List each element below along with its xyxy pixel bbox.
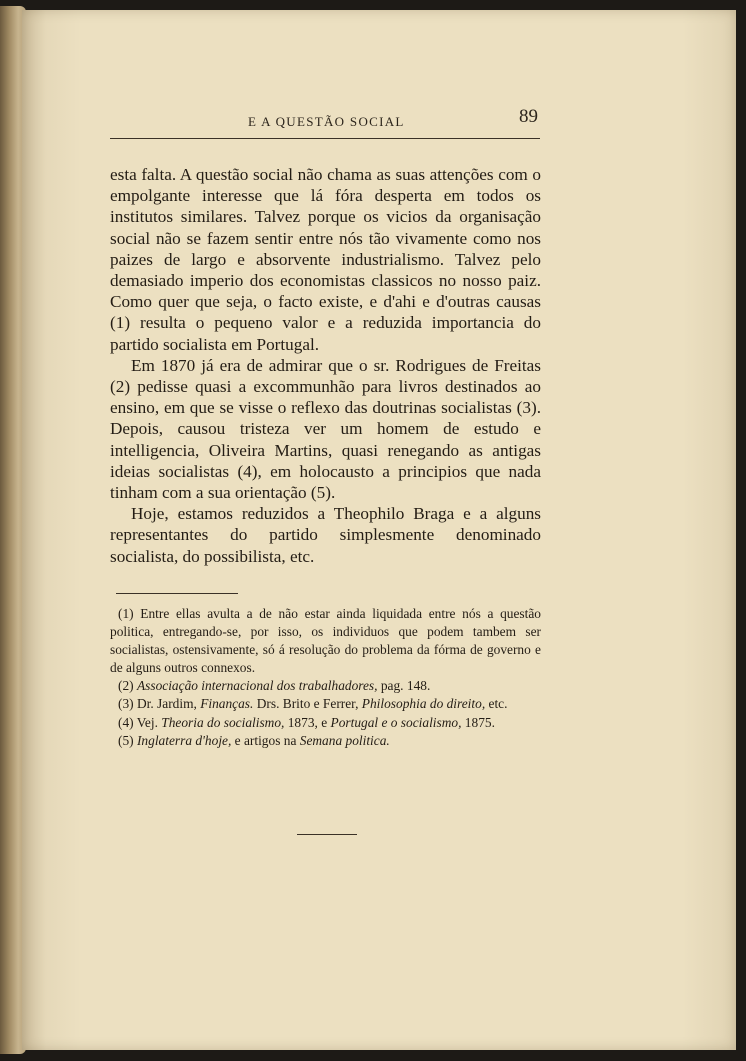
footnote-3-d: Philosophia do direito, xyxy=(361,696,486,712)
footnote-2 xyxy=(110,677,541,695)
footnote-4-a: (4) Vej. xyxy=(118,714,162,730)
footnotes xyxy=(110,605,541,750)
header-rule xyxy=(110,138,540,139)
footnote-3-a: (3) Dr. Jardim, xyxy=(118,696,201,712)
page-number: 89 xyxy=(519,106,538,127)
footnote-4-e: 1875. xyxy=(461,714,495,730)
end-rule xyxy=(297,834,357,835)
footnote-3 xyxy=(110,695,541,713)
footnote-2-rest: pag. 148. xyxy=(377,678,431,694)
footnote-3-e: etc. xyxy=(485,696,508,712)
footnote-5-d: Semana politica. xyxy=(299,732,390,748)
footnote-4-d: Portugal e o socialismo, xyxy=(330,714,462,730)
page-header xyxy=(110,106,540,132)
footnote-4-b: Theoria do socialismo, xyxy=(161,714,285,730)
paragraph-3: Hoje, estamos reduzidos a Theophilo Braga e a alguns representantes do partido simplesmente denominado socialista, do possibilista, etc. xyxy=(110,504,541,566)
footnote-2-mark: (2) xyxy=(118,678,137,694)
footnote-5 xyxy=(110,732,541,750)
footnote-3-b: Finanças. xyxy=(200,696,254,712)
footnote-5-c: e artigos na xyxy=(231,732,300,748)
footnote-4 xyxy=(110,714,541,732)
footnote-3-c: Drs. Brito e Ferrer, xyxy=(253,696,362,712)
footnote-5-b: Inglaterra d'hoje, xyxy=(136,732,232,748)
paragraph-1: esta falta. A questão social não chama as suas attenções com o empolgante interesse que lá fóra desperta em todos os institutos similares. Talvez porque os vicios da organisação social não se fazem sentir entre nós tão vivamente como nos paizes de largo e absorvente industrialismo. Talvez pelo demasiado imperio dos economistas classicos no nosso paiz. Como quer que seja, o facto existe, e d'ahi e d'outras causas (1) resulta o pequeno valor e a reduzida importancia do partido socialista em Portugal. xyxy=(110,165,541,354)
body-text xyxy=(110,164,541,567)
footnote-rule xyxy=(116,593,238,594)
footnote-1: (1) Entre ellas avulta a de não estar ainda liquidada entre nós a questão politica, entregando-se, por isso, os individuos que podem tambem ser socialistas, ostensivamente, só á resolução do problema da fórma de governo e de alguns outros connexos. xyxy=(110,606,541,676)
footnote-4-c: 1873, e xyxy=(284,714,331,730)
running-title: E A QUESTÃO SOCIAL xyxy=(248,114,405,129)
footnote-2-title: Associação internacional dos trabalhadores, xyxy=(136,678,378,694)
footnote-5-a: (5) xyxy=(118,732,137,748)
paragraph-2: Em 1870 já era de admirar que o sr. Rodrigues de Freitas (2) pedisse quasi a excommunhão para livros destinados ao ensino, em que se visse o reflexo das doutrinas socialistas (3). Depois, causou tristeza ver um homem de estudo e intelligencia, Oliveira Martins, quasi renegando as antigas ideias socialistas (4), em holocausto a principios que nada tinham com a sua orientação (5). xyxy=(110,355,541,503)
